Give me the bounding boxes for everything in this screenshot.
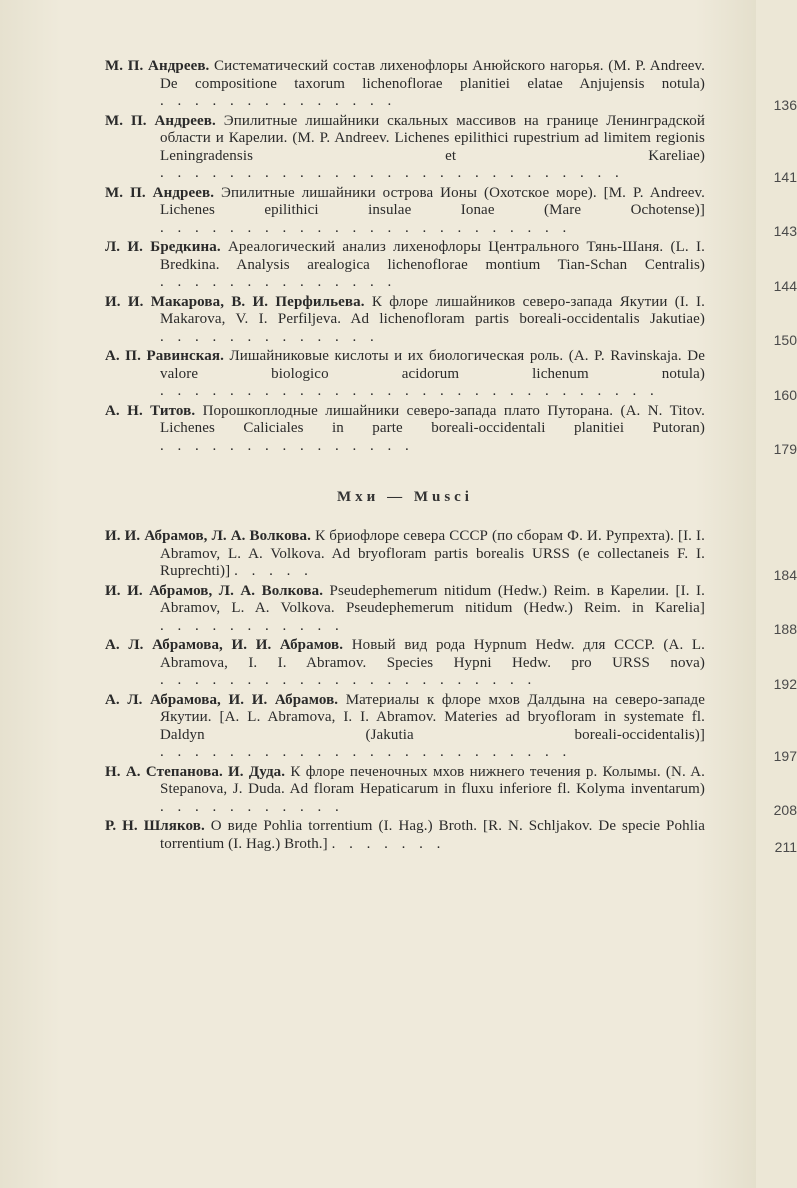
entry-leader-dots: . . . . . . . . . . . . . . (160, 274, 397, 290)
entry-author: А. Л. Абрамова, И. И. Абрамов. (105, 691, 339, 708)
toc-entry (105, 293, 797, 348)
entry-leader-dots: . . . . . . . . . . . . . . . . . . . . . . . . . . . . . (160, 383, 659, 399)
entry-author: И. И. Абрамов, Л. А. Волкова. (105, 528, 312, 544)
mosses-section (105, 528, 797, 855)
entry-page-number: 141 (773, 168, 797, 185)
toc-entry (105, 637, 797, 692)
toc-entry-text (105, 294, 705, 347)
entry-page-number: 144 (773, 277, 797, 294)
entry-leader-dots: . . . . . . . . . . . (160, 798, 344, 815)
entry-leader-dots: . . . . . . . . . . . . . . . . . . . . . . . . (160, 219, 572, 236)
entry-author: А. П. Равинская. (105, 348, 224, 364)
entry-page-number: 136 (773, 96, 797, 113)
entry-page-number: 184 (773, 566, 797, 583)
section-heading: Мхи — Musci (337, 489, 473, 505)
entry-page-number: 150 (773, 332, 797, 348)
entry-leader-dots: . . . . . . . . . . . . . . . . . . . . . . . . . . . (160, 165, 624, 181)
entry-title: К флоре печеночных мхов нижнего течения р. Колымы. (N. A. Stepanova, J. Duda. Ad floram Hepaticarum in fluxu inferiore fl. Kolyma inventarum) (160, 763, 705, 797)
entry-leader-dots: . . . . . . . . . . . . . . . . . . . . . . (160, 672, 537, 688)
toc-entry (105, 402, 797, 457)
entry-author: М. П. Андреев. (105, 112, 216, 129)
toc-entry (105, 528, 797, 583)
toc-entry-text (105, 692, 705, 762)
entry-leader-dots: . . . . . (234, 563, 313, 579)
lichens-section (105, 58, 797, 457)
toc-entry (105, 348, 797, 403)
entry-title: Эпилитные лишайники скальных массивов на границе Ленинградской области и Карелии. (M. P. Andreev. Lichenes epilithici rupestrium ad limitem regionis Leningradensis et Kareliae) (160, 112, 705, 164)
toc-entry-text (105, 58, 705, 111)
toc-entry (105, 58, 797, 113)
entry-title: Систематический состав лихенофлоры Анюйского нагорья. (M. P. Andreev. De compositione taxorum lichenoflorae planitiei elatae Anjujensis notula) (160, 58, 705, 92)
toc-entry (105, 239, 797, 294)
entry-leader-dots: . . . . . . . . . . . . . . . (160, 437, 414, 454)
entry-title: О виде Pohlia torrentium (I. Hag.) Broth. [R. N. Schljakov. De specie Pohlia torrentium (I. Hag.) Broth.] (160, 818, 705, 852)
toc-entry (105, 818, 797, 855)
toc-entry-text (105, 583, 705, 636)
entry-page-number: 208 (773, 802, 797, 818)
entry-title: Pseudephemerum nitidum (Hedw.) Reim. в Карелии. [I. I. Abramov, L. A. Volkova. Pseudephemerum nitidum (Hedw.) Reim. in Karelia] (160, 582, 705, 616)
entry-author: Л. И. Бредкина. (105, 239, 221, 255)
toc-entry-text (105, 185, 705, 238)
entry-leader-dots: . . . . . . . . . . . . . (160, 328, 379, 345)
entry-author: М. П. Андреев. (105, 58, 210, 74)
entry-page-number: 192 (773, 675, 797, 692)
entry-page-number: 197 (773, 747, 797, 764)
entry-leader-dots: . . . . . . . . . . . . . . (160, 93, 397, 109)
entry-author: А. Л. Абрамова, И. И. Абрамов. (105, 637, 344, 653)
entry-title: Лишайниковые кислоты и их биологическая роль. (A. P. Ravinskaja. De valore biologico acidorum lichenum notula) (160, 348, 705, 382)
entry-title: Порошкоплодные лишайники северо-запада плато Путорана. (A. N. Titov. Lichenes Caliciales in parte boreali-occidentali planitiei Putoran) (160, 402, 705, 436)
entry-page-number: 211 (774, 839, 797, 855)
entry-leader-dots: . . . . . . . . . . . . . . . . . . . . . . . . (160, 744, 572, 760)
entry-page-number: 143 (773, 223, 797, 239)
toc-entry (105, 112, 797, 185)
entry-author: Н. А. Степанова. И. Дуда. (105, 763, 286, 780)
entry-author: И. И. Макарова, В. И. Перфильева. (105, 293, 365, 310)
table-of-contents (105, 58, 797, 855)
toc-entry-text (105, 818, 705, 853)
toc-entry-text (105, 239, 705, 292)
toc-entry-text (105, 637, 705, 690)
entry-author: М. П. Андреев. (105, 184, 215, 201)
toc-entry (105, 582, 797, 637)
toc-entry-text (105, 113, 705, 183)
toc-entry-text (105, 403, 705, 456)
entry-title: К флоре лишайников северо-запада Якутии (I. I. Makarova, V. I. Perfiljeva. Ad lichenofloram partis boreali-occidentalis Jakutiae) (160, 293, 705, 327)
toc-entry (105, 763, 797, 818)
entry-title: Ареалогический анализ лихенофлоры Центрального Тянь-Шаня. (L. I. Bredkina. Analysis arealogica lichenoflorae montium Tian-Schan Centralis) (160, 239, 705, 273)
entry-page-number: 188 (773, 621, 797, 637)
entry-author: Р. Н. Шляков. (105, 818, 205, 834)
entry-author: И. И. Абрамов, Л. А. Волкова. (105, 582, 324, 599)
entry-title: Новый вид рода Hypnum Hedw. для СССР. (A. L. Abramova, I. I. Abramov. Species Hypni Hedw. pro URSS nova) (160, 637, 705, 671)
entry-leader-dots: . . . . . . . . . . . (160, 617, 344, 634)
toc-entry (105, 691, 797, 764)
toc-entry-text (105, 528, 705, 581)
entry-author: А. Н. Титов. (105, 402, 196, 419)
entry-title: Материалы к флоре мхов Далдына на северо-западе Якутии. [A. L. Abramova, I. I. Abramov. Materies ad bryofloram in systemate fl. Daldyn (Jakutia boreali-occidentalis)] (160, 691, 705, 743)
toc-entry-text (105, 348, 705, 401)
entry-title: Эпилитные лишайники острова Ионы (Охотское море). [M. P. Andreev. Lichenes epilithici insulae Ionae (Mare Ochotense)] (160, 184, 705, 218)
entry-page-number: 179 (773, 441, 797, 457)
toc-entry (105, 184, 797, 239)
entry-page-number: 160 (773, 386, 797, 403)
entry-title: К бриофлоре севера СССР (по сборам Ф. И. Рупрехта). [I. I. Abramov, L. A. Volkova. Ad bryofloram partis borealis URSS (e collectaneis F. I. Ruprechti)] (160, 528, 705, 579)
entry-leader-dots: . . . . . . . (331, 835, 446, 852)
toc-entry-text (105, 764, 705, 817)
